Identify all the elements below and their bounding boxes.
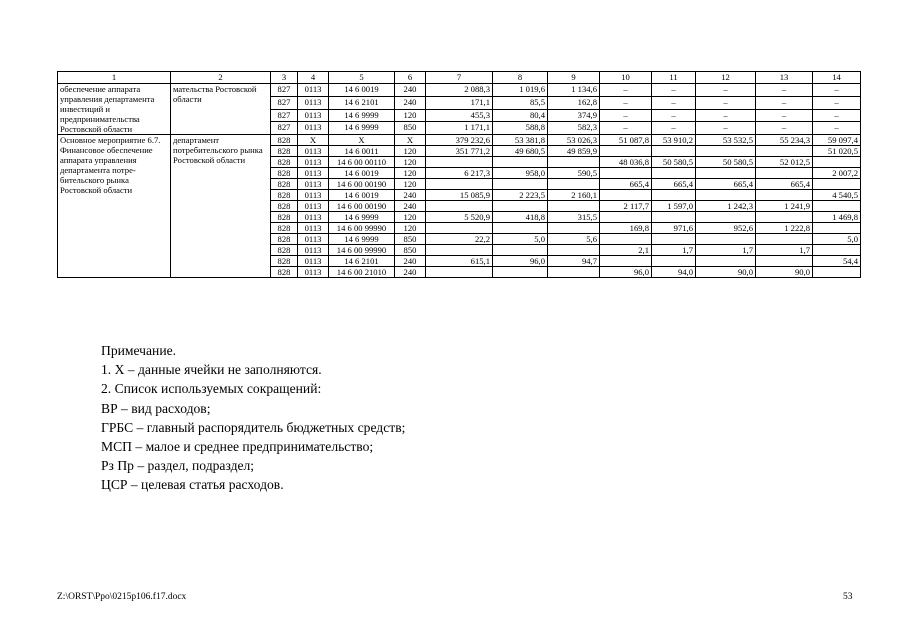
table-cell: – (756, 109, 813, 122)
table-cell: 0113 (298, 168, 329, 179)
column-number: 12 (696, 72, 756, 84)
table-cell: – (652, 122, 696, 135)
table-cell (696, 168, 756, 179)
column-number: 11 (652, 72, 696, 84)
table-cell: 828 (271, 201, 298, 212)
column-number: 3 (271, 72, 298, 84)
table-cell (696, 212, 756, 223)
table-cell: 665,4 (756, 179, 813, 190)
table-cell: 14 6 0019 (329, 84, 395, 97)
table-cell: 0113 (298, 96, 329, 109)
table-cell: Х (329, 135, 395, 146)
table-cell: 828 (271, 256, 298, 267)
table-cell: – (813, 96, 861, 109)
table-cell (600, 190, 652, 201)
table-cell: 374,9 (548, 109, 600, 122)
table-cell: 169,8 (600, 223, 652, 234)
table-cell: 850 (395, 245, 426, 256)
table-cell: 0113 (298, 190, 329, 201)
note-line: ЦСР – целевая статья расходов. (101, 477, 284, 493)
table-cell: 1,7 (756, 245, 813, 256)
table-cell: 351 771,2 (426, 146, 493, 157)
table-cell (548, 223, 600, 234)
note-line: Рз Пр – раздел, подраздел; (101, 458, 255, 474)
table-cell: 240 (395, 96, 426, 109)
column-number: 10 (600, 72, 652, 84)
table-cell: 96,0 (600, 267, 652, 278)
table-cell: 53 381,8 (493, 135, 548, 146)
table-cell: 171,1 (426, 96, 493, 109)
table-cell: 315,5 (548, 212, 600, 223)
table-cell: 53 532,5 (696, 135, 756, 146)
table-cell: 588,8 (493, 122, 548, 135)
table-cell: 828 (271, 179, 298, 190)
table-cell (426, 179, 493, 190)
table-cell (600, 146, 652, 157)
table-cell: 14 6 2101 (329, 96, 395, 109)
table-cell: – (756, 122, 813, 135)
table-cell: 850 (395, 234, 426, 245)
table-cell: – (600, 109, 652, 122)
table-cell: 5,0 (813, 234, 861, 245)
table-cell: 455,3 (426, 109, 493, 122)
table-cell: 828 (271, 157, 298, 168)
table-cell: 0113 (298, 146, 329, 157)
column-number: 13 (756, 72, 813, 84)
table-cell: 50 580,5 (696, 157, 756, 168)
table-cell (813, 201, 861, 212)
table-cell (652, 168, 696, 179)
table-cell: 952,6 (696, 223, 756, 234)
table-cell (696, 234, 756, 245)
measure-name-cell: Основное мероприятие 6.7. Финансовое обеспечение аппарата управления департамента потре-бительского рынка Ростовской области (58, 135, 171, 278)
table-cell: – (696, 96, 756, 109)
table-cell (756, 256, 813, 267)
table-cell: 0113 (298, 179, 329, 190)
table-cell: – (652, 84, 696, 97)
table-cell (696, 190, 756, 201)
table-cell: 1 241,9 (756, 201, 813, 212)
table-cell: 90,0 (756, 267, 813, 278)
table-cell (696, 146, 756, 157)
table-cell: 49 680,5 (493, 146, 548, 157)
column-number: 14 (813, 72, 861, 84)
table-cell: 59 097,4 (813, 135, 861, 146)
table-cell: 4 540,5 (813, 190, 861, 201)
table-cell: 828 (271, 245, 298, 256)
table-cell: 0113 (298, 84, 329, 97)
table-cell: 0113 (298, 122, 329, 135)
table-cell (548, 157, 600, 168)
table-cell: – (756, 96, 813, 109)
table-cell: 2,1 (600, 245, 652, 256)
table-cell: 14 6 00 99990 (329, 245, 395, 256)
table-cell: 15 085,9 (426, 190, 493, 201)
table-cell: 14 6 00 00110 (329, 157, 395, 168)
table-cell: 0113 (298, 157, 329, 168)
column-number: 9 (548, 72, 600, 84)
table-cell: 240 (395, 84, 426, 97)
table-cell: 14 6 9999 (329, 122, 395, 135)
table-cell: 1 222,8 (756, 223, 813, 234)
table-cell: 94,0 (652, 267, 696, 278)
table-cell (756, 234, 813, 245)
table-cell: 828 (271, 190, 298, 201)
table-cell: 590,5 (548, 168, 600, 179)
table-cell: 120 (395, 179, 426, 190)
table-cell (426, 223, 493, 234)
table-cell: 418,8 (493, 212, 548, 223)
table-cell: 90,0 (696, 267, 756, 278)
column-number: 2 (171, 72, 271, 84)
table-cell: – (600, 84, 652, 97)
executor-cell: мательства Ростовской области (171, 84, 271, 135)
table-cell (600, 234, 652, 245)
table-cell (696, 256, 756, 267)
table-cell: 51 020,5 (813, 146, 861, 157)
footer-file-path: Z:\ORST\Ppo\0215p106.f17.docx (57, 592, 187, 602)
table-cell (600, 168, 652, 179)
table-cell: 14 6 2101 (329, 256, 395, 267)
column-number: 8 (493, 72, 548, 84)
note-line: ВР – вид расходов; (101, 400, 211, 416)
table-cell: 850 (395, 122, 426, 135)
table-cell: 120 (395, 168, 426, 179)
table-cell: 94,7 (548, 256, 600, 267)
budget-table (57, 71, 861, 278)
table-cell: 14 6 0019 (329, 168, 395, 179)
table-cell (756, 146, 813, 157)
table-cell: Х (298, 135, 329, 146)
table-cell: 14 6 9999 (329, 109, 395, 122)
table-cell: – (652, 96, 696, 109)
table-cell: 828 (271, 223, 298, 234)
table-cell (813, 267, 861, 278)
table-cell: 5,6 (548, 234, 600, 245)
table-cell: 0113 (298, 267, 329, 278)
table-cell: 2 117,7 (600, 201, 652, 212)
table-cell: 971,6 (652, 223, 696, 234)
table-cell: 828 (271, 234, 298, 245)
table-cell: 828 (271, 146, 298, 157)
measure-name-cell: обеспечение аппарата управления департамента инвестиций и предпринимательства Ростовской области (58, 84, 171, 135)
table-cell (813, 179, 861, 190)
table-cell: 22,2 (426, 234, 493, 245)
table-cell (652, 146, 696, 157)
table-cell: 0113 (298, 212, 329, 223)
table-cell: 0113 (298, 234, 329, 245)
table-cell: 0113 (298, 201, 329, 212)
table-cell: 665,4 (696, 179, 756, 190)
table-cell (493, 245, 548, 256)
column-number: 6 (395, 72, 426, 84)
table-cell: 1 469,8 (813, 212, 861, 223)
table-cell: 1 019,6 (493, 84, 548, 97)
table-cell: 120 (395, 212, 426, 223)
table-cell: 96,0 (493, 256, 548, 267)
table-cell (756, 212, 813, 223)
table-cell (756, 190, 813, 201)
table-cell: – (600, 96, 652, 109)
notes-heading: Примечание. (101, 343, 177, 358)
table-cell: 14 6 0019 (329, 190, 395, 201)
table-cell (652, 190, 696, 201)
column-number: 7 (426, 72, 493, 84)
table-cell (548, 201, 600, 212)
table-cell: 80,4 (493, 109, 548, 122)
notes-block (101, 341, 405, 495)
table-cell: – (813, 109, 861, 122)
table-cell: 379 232,6 (426, 135, 493, 146)
table-cell: 120 (395, 109, 426, 122)
note-line: ГРБС – главный распорядитель бюджетных средств; (101, 419, 406, 435)
table-row (58, 84, 861, 97)
table-cell: 0113 (298, 109, 329, 122)
table-cell: 665,4 (600, 179, 652, 190)
table-cell (813, 223, 861, 234)
table-cell: 240 (395, 256, 426, 267)
table-cell (600, 256, 652, 267)
table-cell (652, 212, 696, 223)
table-cell: 14 6 9999 (329, 234, 395, 245)
note-line: 1. Х – данные ячейки не заполняются. (101, 362, 322, 378)
table-cell (652, 256, 696, 267)
table-cell: 2 088,3 (426, 84, 493, 97)
table-cell: 51 087,8 (600, 135, 652, 146)
table-cell: 827 (271, 96, 298, 109)
table-cell: 828 (271, 212, 298, 223)
note-line: 2. Список используемых сокращений: (101, 381, 322, 397)
table-cell: 14 6 00 21010 (329, 267, 395, 278)
table-cell (600, 212, 652, 223)
table-cell: 52 012,5 (756, 157, 813, 168)
table-cell: 615,1 (426, 256, 493, 267)
table-cell: 14 6 9999 (329, 212, 395, 223)
table-cell (426, 245, 493, 256)
table-cell (756, 168, 813, 179)
table-cell: 48 036,8 (600, 157, 652, 168)
table-cell: 49 859,9 (548, 146, 600, 157)
table-cell: 55 234,3 (756, 135, 813, 146)
table-cell: 2 160,1 (548, 190, 600, 201)
table-cell: 1 242,3 (696, 201, 756, 212)
table-cell: 828 (271, 135, 298, 146)
table-cell (548, 245, 600, 256)
table-cell: Х (395, 135, 426, 146)
table-cell (426, 157, 493, 168)
table-cell: 54,4 (813, 256, 861, 267)
table-cell: 1,7 (696, 245, 756, 256)
table-cell: 5 520,9 (426, 212, 493, 223)
table-cell (548, 267, 600, 278)
table-cell: 53 910,2 (652, 135, 696, 146)
table-cell: 14 6 00 99990 (329, 223, 395, 234)
table-cell (493, 179, 548, 190)
column-number: 4 (298, 72, 329, 84)
table-cell: 120 (395, 223, 426, 234)
table-row (58, 135, 861, 146)
table-cell: 0113 (298, 256, 329, 267)
table-cell: 240 (395, 201, 426, 212)
table-cell: 827 (271, 122, 298, 135)
table-cell: 0113 (298, 223, 329, 234)
table-cell (493, 157, 548, 168)
table-cell: – (696, 122, 756, 135)
table-cell: 1,7 (652, 245, 696, 256)
table-cell: 958,0 (493, 168, 548, 179)
executor-cell: департамент потребительского рынка Ростовской области (171, 135, 271, 278)
table-cell: 1 597,0 (652, 201, 696, 212)
table-cell: 85,5 (493, 96, 548, 109)
table-cell: 53 026,3 (548, 135, 600, 146)
table-cell: 14 6 00 00190 (329, 179, 395, 190)
table-cell: – (600, 122, 652, 135)
note-line: МСП – малое и среднее предпринимательство; (101, 439, 374, 455)
table-cell: 120 (395, 146, 426, 157)
table-cell: 2 007,2 (813, 168, 861, 179)
table-cell (426, 201, 493, 212)
table-cell: 1 171,1 (426, 122, 493, 135)
table-cell (813, 245, 861, 256)
table-cell: 14 6 00 00190 (329, 201, 395, 212)
table-cell: – (813, 122, 861, 135)
table-cell: 2 223,5 (493, 190, 548, 201)
table-cell: – (813, 84, 861, 97)
table-cell: 0113 (298, 245, 329, 256)
table-cell (493, 223, 548, 234)
table-cell: 14 6 0011 (329, 146, 395, 157)
table-cell: – (652, 109, 696, 122)
table-cell: 827 (271, 84, 298, 97)
table-cell: – (756, 84, 813, 97)
table-cell: 162,8 (548, 96, 600, 109)
table-cell: 1 134,6 (548, 84, 600, 97)
column-number: 5 (329, 72, 395, 84)
table-cell (548, 179, 600, 190)
table-cell: – (696, 109, 756, 122)
table-cell (813, 157, 861, 168)
table-cell (493, 267, 548, 278)
table-cell (493, 201, 548, 212)
column-number: 1 (58, 72, 171, 84)
header-row (58, 72, 861, 84)
table-cell: 240 (395, 190, 426, 201)
table-cell: 828 (271, 267, 298, 278)
table-cell: 240 (395, 267, 426, 278)
table-cell: 582,3 (548, 122, 600, 135)
table-cell (426, 267, 493, 278)
table-cell: 5,0 (493, 234, 548, 245)
table-cell: 120 (395, 157, 426, 168)
table-cell: 665,4 (652, 179, 696, 190)
table-cell: 6 217,3 (426, 168, 493, 179)
footer-page-number: 53 (843, 592, 853, 602)
table-cell: – (696, 84, 756, 97)
table-cell: 827 (271, 109, 298, 122)
table-cell: 828 (271, 168, 298, 179)
table-cell (652, 234, 696, 245)
table-cell: 50 580,5 (652, 157, 696, 168)
